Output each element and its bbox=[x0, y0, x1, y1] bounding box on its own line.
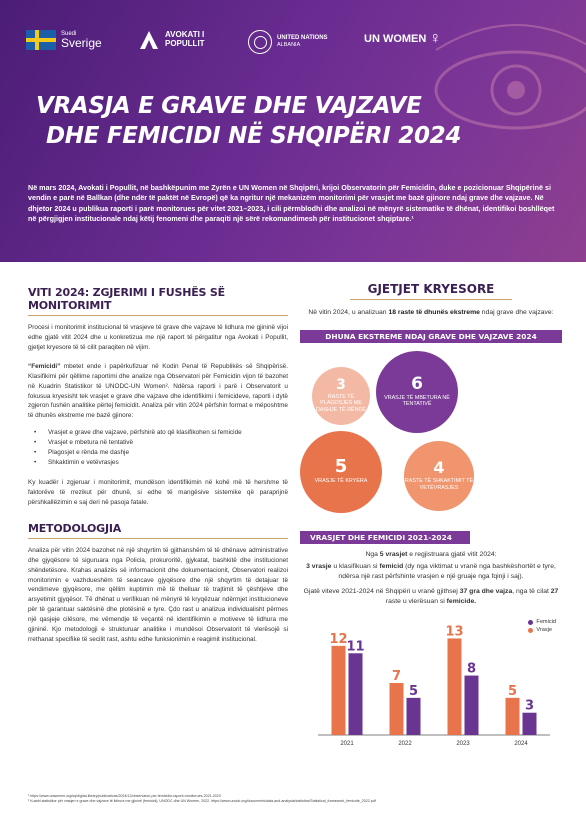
summary-2-post: (dy nga viktimat u vranë nga bashkëshortët e tyre, ndërsa një rast përfshinte vrasjen e një gruaje nga fqinji i saj). bbox=[338, 562, 556, 580]
bar-vrasje-2023 bbox=[448, 638, 462, 735]
bubble-grievous-injury bbox=[312, 367, 370, 425]
summary-1-bold: 5 vrasjet bbox=[379, 550, 408, 558]
title-line-2: DHE FEMICIDI NË SHQIPËRI 2024 bbox=[46, 122, 462, 149]
footnote-1: ¹ https://www.unwomen.org/sq/digital-library/publications/2024/12/observatori-per-femicidin-raporti-monitorues-2021-2023 bbox=[28, 794, 221, 798]
summary-1-post: e regjistruara gjatë vitit 2024: bbox=[407, 550, 497, 558]
summary-3-bold3: femicide. bbox=[446, 598, 477, 606]
bubble-suicide-incitement bbox=[404, 441, 474, 511]
bubble-number: 5 bbox=[334, 456, 348, 478]
legend-swatch bbox=[528, 628, 533, 633]
legend-label: Vrasje bbox=[536, 627, 553, 634]
paragraph-monitoring-framework: Ky kuadër i zgjeruar i monitorimit, mundëson identifikimin në kohë më të hershme të faktorëve të rrezikut për dhunë, si edhe të mangësive sistemike që paraprijnë përshkallëzimin e saj deri në pasoja fatale. bbox=[28, 478, 288, 506]
un-emblem-icon bbox=[248, 30, 272, 54]
x-tick-label-2023: 2023 bbox=[456, 741, 470, 748]
data-label-vrasje-2024: 5 bbox=[507, 683, 518, 699]
murders-femicide-chart bbox=[300, 613, 562, 753]
unwomen-logo bbox=[364, 30, 441, 48]
section-title-methodology: METODOLOGJIA bbox=[28, 522, 288, 539]
section-title-monitoring: VITI 2024: ZGJERIMI I FUSHËS SË MONITORIMIT bbox=[28, 286, 288, 316]
paragraph-femicide-definition bbox=[28, 362, 288, 422]
summary-2-bold2: femicid bbox=[379, 562, 404, 570]
femicide-definition-text: mbetet ende i papërkufizuar në Kodin Penal të Republikës së Shqipërisë. Klasifikimi për qëllime raportimi dhe analize nga Observatori për Femicidin vijon të bazohet në Kuadrin Statistikor të UNODC-UN Women². Ndërsa raporti i parë i Observatorit u fokusua kryesisht tek vrasjet e grave dhe vajzave dhe identifikimi i femicideve, raporti i dytë zgjeron fushën analitike përtej femicidit. Analiza për vitin 2024 përfshin format e mëposhtme të dhunës ekstreme me bazë gjinore: bbox=[28, 362, 288, 420]
paragraph-monitoring-1: Procesi i monitorimit institucional të vrasjeve të grave dhe vajzave të lidhura me gjininë vijoi edhe gjatë vitit 2024 dhe u konkretizua me një raport të përgatitur nga Avokati i Popullit, gjetjet kryesore të të cilit paraqiten në vijim. bbox=[28, 324, 288, 351]
summary-3-pre: Gjatë viteve 2021-2024 në Shqipëri u vranë gjithsej bbox=[303, 588, 460, 596]
data-label-femicid-2024: 3 bbox=[524, 698, 535, 714]
bar-femicid-2023 bbox=[465, 676, 479, 735]
findings-lead bbox=[300, 308, 562, 318]
bar-vrasje-2022 bbox=[390, 683, 404, 735]
header-banner bbox=[0, 0, 586, 262]
list-item: • Shkaktimin e vetëvrasjes bbox=[34, 458, 288, 468]
footnote-2: ² Kuadri statistikor për vrasjen e grave dhe vajzave të lidhura me gjininë (femicidi), UNODC dhe UN Women, 2022. https://www.unodc.org/documents/data-and-analysis/statistics/Statistical_framework_femicide_2022.pdf bbox=[28, 799, 376, 804]
bar-chart-svg bbox=[300, 613, 562, 753]
data-label-femicid-2023: 8 bbox=[466, 661, 477, 677]
data-label-vrasje-2023: 13 bbox=[445, 624, 464, 640]
avokati-text: AVOKATI I POPULLIT bbox=[165, 30, 205, 48]
summary-3-mid: , nga të cilat bbox=[512, 588, 551, 596]
summary-1-pre: Nga bbox=[365, 550, 380, 558]
unwomen-mark-icon: ♀ bbox=[429, 30, 442, 47]
bubble-attempted-murder bbox=[376, 351, 458, 433]
intro-paragraph: Në mars 2024, Avokati i Popullit, në bashkëpunim me Zyrën e UN Women në Shqipëri, krijoi Observatorin për Femicidin, duke e pozicionuar Shqipërinë si vendin e parë në Ballkan (dhe ndër të paktët në Evropë) që ka ngritur një mekanizëm monitorimi për vrasjet me bazë gjinore ndaj grave dhe vajzave. Në dhjetor 2024 u publikua raporti i parë monitorues për vitet 2021–2023, i cili përmblodhi dhe analizoi në mënyrë sistematike të dhënat, identifikoi boshllëqet në përgjigjen institucionale ndaj këtij fenomeni dhe paraqiti një sërë rekomandimesh për institucionet shqiptare.¹ bbox=[28, 183, 555, 224]
findings-lead-bold: 18 raste të dhunës ekstreme bbox=[388, 309, 480, 316]
unwomen-text: UN WOMEN bbox=[364, 32, 427, 45]
sweden-small-text: Suedi bbox=[61, 31, 77, 37]
right-column bbox=[300, 282, 562, 753]
legend-swatch bbox=[528, 620, 533, 625]
x-tick-label-2024: 2024 bbox=[514, 741, 528, 748]
legend-label: Femicid bbox=[536, 619, 556, 626]
un-name-text: UNITED NATIONS bbox=[277, 35, 328, 42]
title-line-1: VRASJA E GRAVE DHE VAJZAVE bbox=[36, 93, 422, 119]
sweden-logo bbox=[26, 30, 102, 50]
bar-femicid-2024 bbox=[523, 713, 537, 735]
bubble-label: VRASJE TË MBETURA NË TENTATIVË bbox=[384, 394, 450, 408]
bar-femicid-2022 bbox=[407, 698, 421, 735]
list-item: • Vrasjet e mbetura në tentativë bbox=[34, 438, 288, 448]
summary-3-bold2: 27 bbox=[550, 588, 559, 596]
bubble-murders bbox=[300, 431, 382, 513]
bubble-number: 3 bbox=[336, 376, 346, 393]
total-summary bbox=[300, 587, 562, 607]
murders-summary bbox=[300, 550, 562, 560]
list-item: • Plagosjet e rënda me dashje bbox=[34, 448, 288, 458]
violence-forms-list bbox=[34, 428, 288, 468]
un-country-text: ALBANIA bbox=[277, 42, 301, 49]
bubble-number: 6 bbox=[411, 373, 423, 394]
footnotes bbox=[28, 794, 558, 805]
x-tick-label-2022: 2022 bbox=[398, 741, 412, 748]
bar-vrasje-2021 bbox=[332, 646, 346, 735]
section-title-findings: GJETJET KRYESORE bbox=[350, 282, 512, 300]
summary-2-mid: u klasifikuan si bbox=[331, 562, 380, 570]
femicide-summary bbox=[300, 562, 562, 582]
data-label-femicid-2022: 5 bbox=[408, 683, 419, 699]
sweden-big-text: Sverige bbox=[61, 36, 102, 50]
bubble-label: VRASJE TË KRYERA bbox=[314, 478, 368, 485]
left-column bbox=[28, 286, 288, 654]
list-item: • Vrasjet e grave dhe vajzave, përfshirë ato që klasifikohen si femicide bbox=[34, 428, 288, 438]
page-title bbox=[36, 92, 556, 152]
murders-femicide-heading: VRASJET DHE FEMICIDI 2021-2024 bbox=[300, 531, 470, 544]
avokati-logo bbox=[139, 30, 225, 50]
bubble-label: RASTE TË PLAGOSJES ME DASHJE TË RËNDË bbox=[316, 393, 366, 414]
paragraph-methodology: Analiza për vitin 2024 bazohet në një shqyrtim të gjithanshëm të të dhënave administrative dhe gjyqësore të siguruara nga Policia, prokuroritë, gjykatat, bashkitë dhe institucionet shëndetësore. Krahas analizës së informacionit dhe dokumentacionit, Observatori realizoi monitorimin e vazhdueshëm të seancave gjyqësore dhe një shqyrtim të detajuar të vendimeve gjyqësore, me qëllim kuptimin më të thelluar të trajtimit të çështjeve dhe arsyetimit gjyqësor. Të dhënat u verifikuan në mënyrë të kryqëzuar ndërmjet institucioneve për të garantuar saktësinë dhe plotësinë e tyre. Çdo rast u analizua individualisht përmes një qasjeje cilësore, me vëmendje të veçantë në identifikimin e motiveve të lidhura me gjininë. Kjo metodologji e strukturuar analitike i mundësoi Observatorit të vlerësojë si rrethanat specifike të secilit rast, ashtu edhe funksionimin e reagimit institucional. bbox=[28, 546, 288, 644]
findings-lead-pre: Në vitin 2024, u analizuan bbox=[308, 309, 389, 316]
legend-item-vrasje bbox=[528, 627, 556, 633]
bar-vrasje-2024 bbox=[506, 698, 520, 735]
bar-femicid-2021 bbox=[349, 653, 363, 735]
bubble-label: RASTE TË SHKAKTIMIT TË VETËVRASJES bbox=[404, 478, 474, 491]
extreme-violence-heading: DHUNA EKSTREME NDAJ GRAVE DHE VAJZAVE 2024 bbox=[300, 330, 562, 343]
summary-3-post: raste u vlerësuan si bbox=[385, 598, 447, 606]
data-label-femicid-2021: 11 bbox=[346, 639, 365, 655]
bubble-number: 4 bbox=[433, 458, 445, 478]
data-label-vrasje-2021: 12 bbox=[329, 631, 348, 647]
femicide-term: “Femicidi” bbox=[28, 362, 61, 370]
avokati-mark-icon bbox=[139, 30, 159, 50]
legend-item-femicid bbox=[528, 619, 556, 625]
swedish-flag-icon bbox=[26, 30, 56, 50]
summary-2-bold: 3 vrasje bbox=[306, 562, 332, 570]
chart-legend bbox=[528, 619, 556, 635]
un-albania-logo bbox=[248, 30, 337, 54]
extreme-violence-bubbles bbox=[300, 347, 562, 527]
partner-logos bbox=[26, 30, 566, 60]
x-tick-label-2021: 2021 bbox=[340, 741, 354, 748]
findings-lead-post: ndaj grave dhe vajzave: bbox=[479, 309, 554, 316]
data-label-vrasje-2022: 7 bbox=[391, 669, 402, 685]
summary-3-bold: 37 gra dhe vajza bbox=[459, 588, 513, 596]
